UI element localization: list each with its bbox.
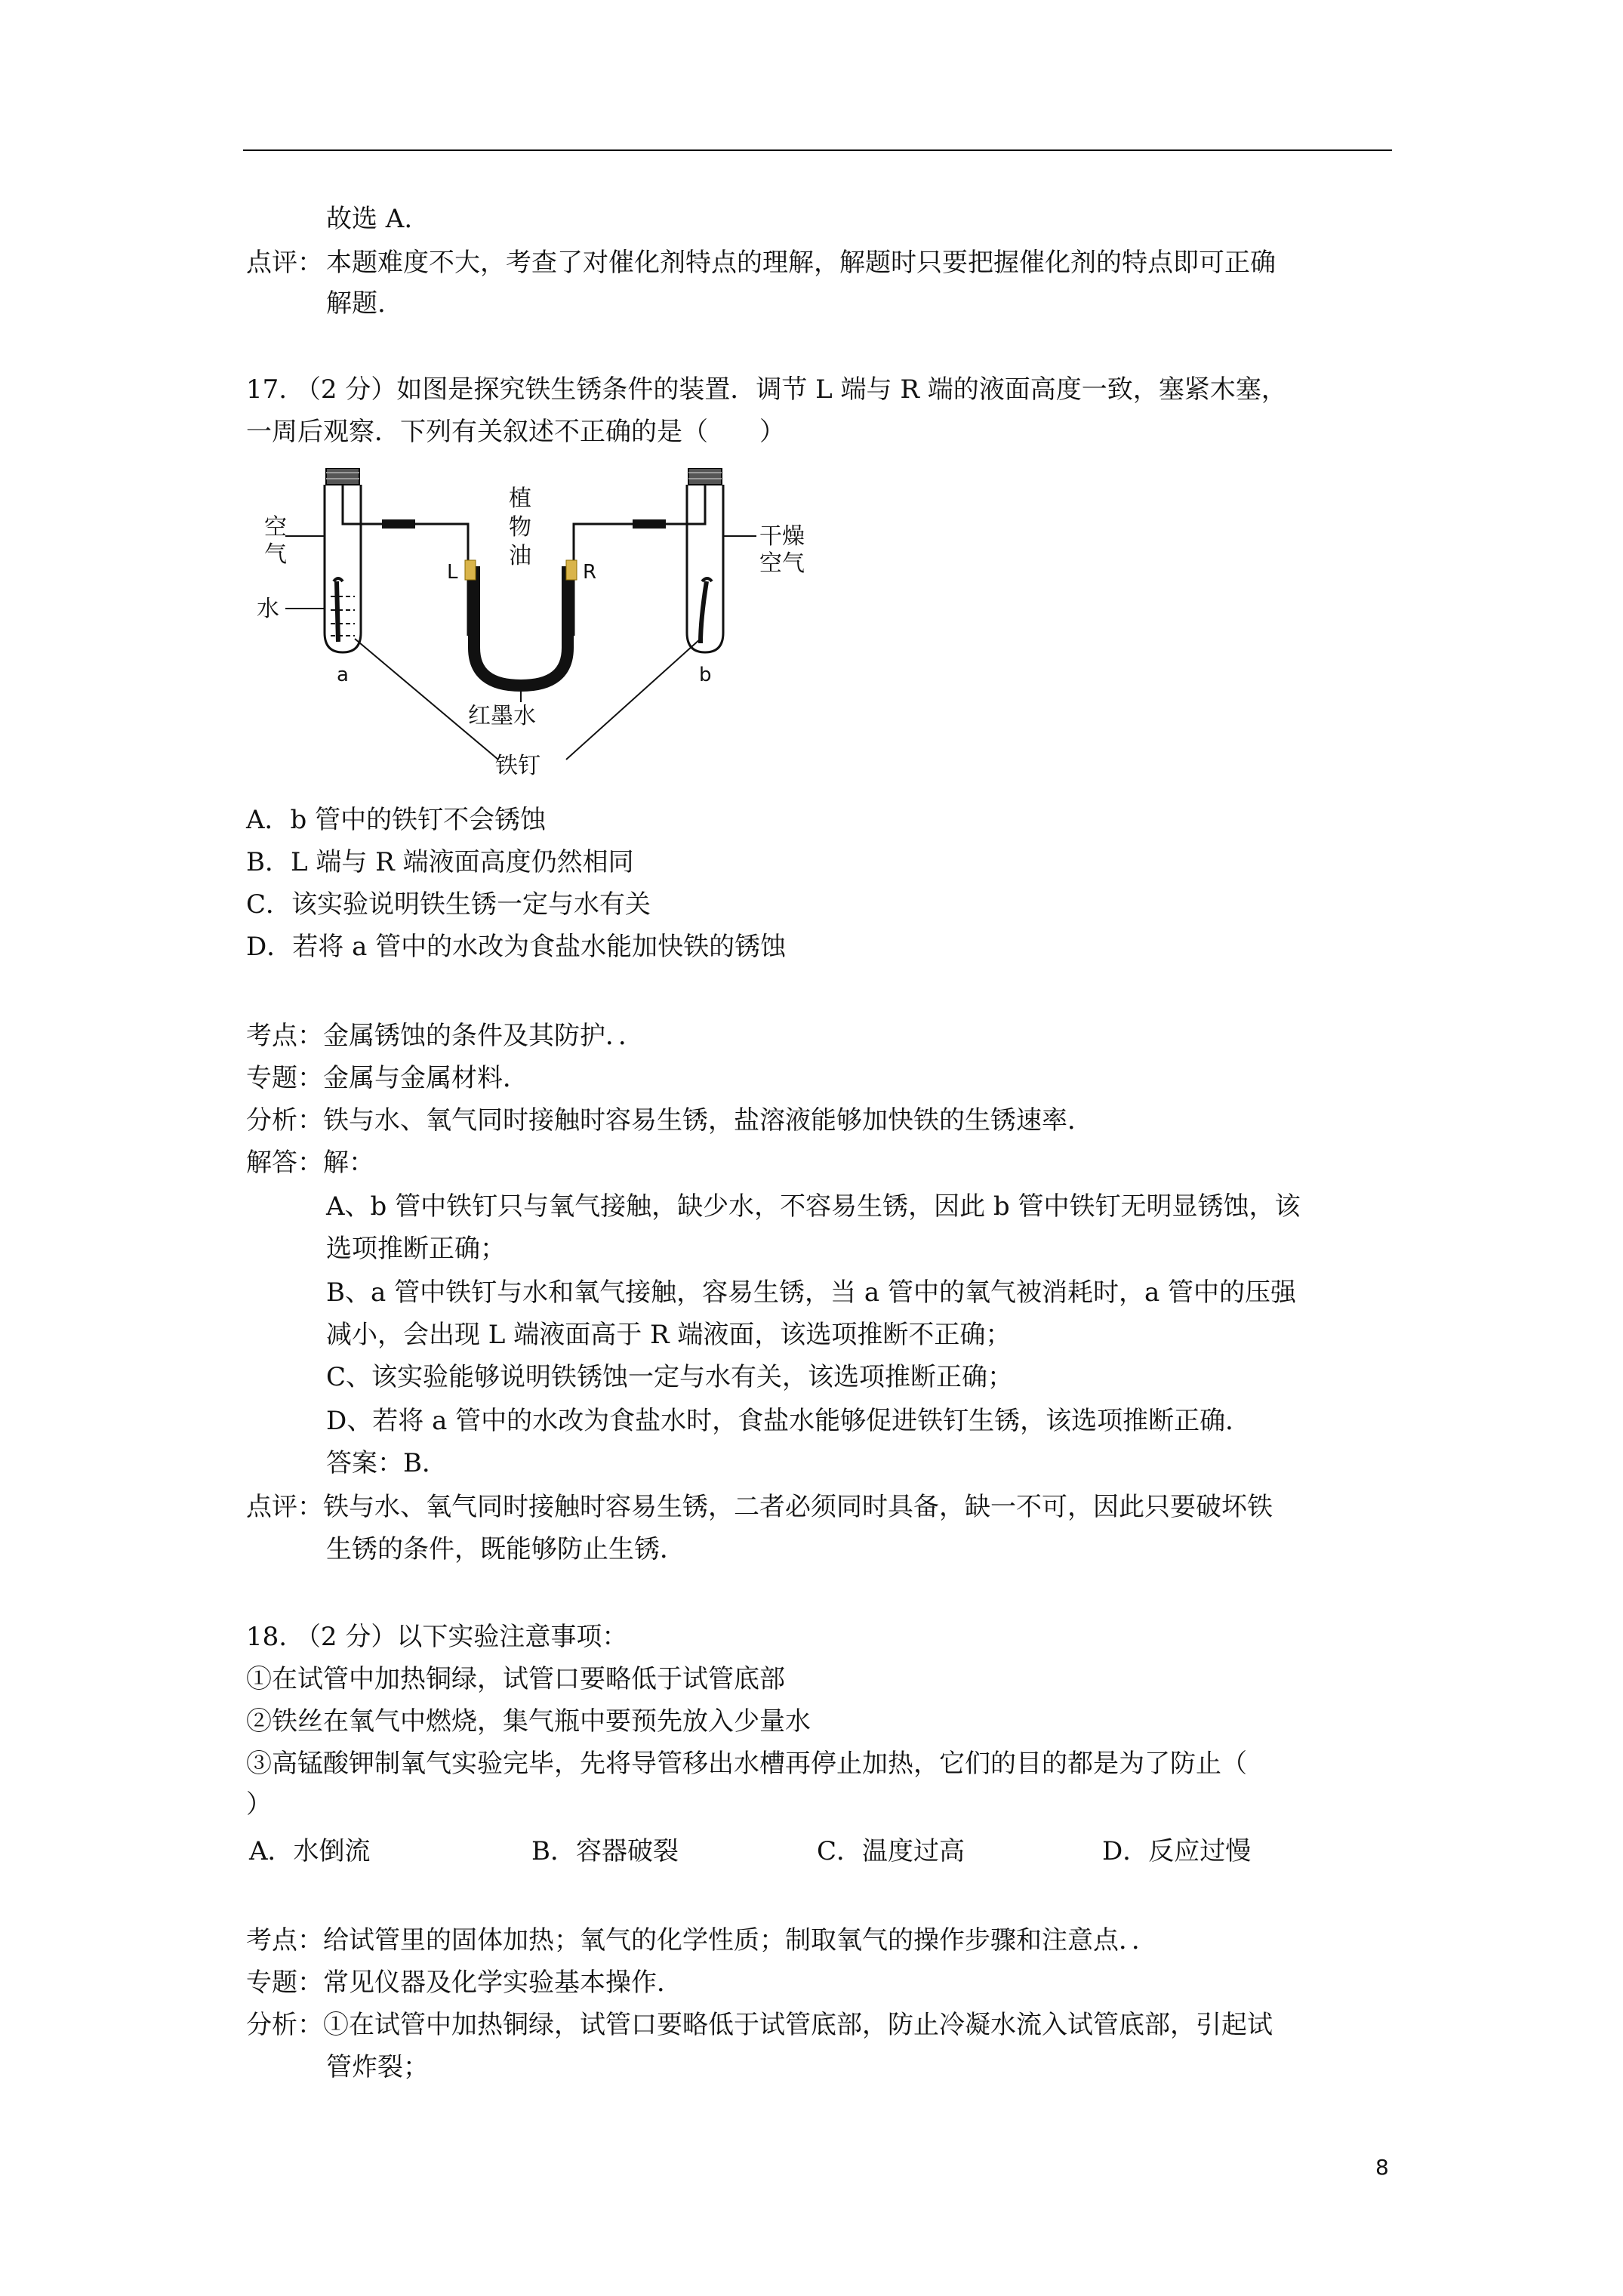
fig-oil-3: 油 [509,543,531,569]
q18-zhuanti: 专题：常见仪器及化学实验基本操作． [246,1968,682,1998]
fig-oil-2: 物 [509,514,531,541]
q17-option-b: B．L 端与 R 端液面高度仍然相同 [246,847,634,877]
q17-option-a: A．b 管中的铁钉不会锈蚀 [246,805,547,835]
q18-fenxi-line1: 分析：①在试管中加热铜绿，试管口要略低于试管底部，防止冷凝水流入试管底部，引起试 [246,2010,1273,2040]
u-tube [465,560,577,702]
q17-stem-line2: 一周后观察．下列有关叙述不正确的是（ ） [246,417,785,447]
q18-item2: ②铁丝在氧气中燃烧，集气瓶中要预先放入少量水 [246,1706,811,1737]
q17-answer: 答案：B． [326,1448,448,1478]
fig-label-L: L [447,561,458,584]
fig-left-gas-1: 空 [264,514,287,541]
q17-answer-b-line1: B、a 管中铁钉与水和氧气接触，容易生锈，当 a 管中的氧气被消耗时，a 管中的压强 [326,1277,1297,1308]
q17-option-c: C．该实验说明铁生锈一定与水有关 [246,889,651,920]
q17-option-d: D．若将 a 管中的水改为食盐水能加快铁的锈蚀 [246,932,787,962]
q18-option-b: B．容器破裂 [531,1836,679,1866]
prev-comment-label: 点评： [246,248,323,278]
q17-zhuanti: 专题：金属与金属材料． [246,1063,528,1093]
prev-comment-line1: 本题难度不大，考查了对催化剂特点的理解，解题时只要把握催化剂的特点即可正确 [326,248,1276,278]
fig-right-gas-2: 空气 [759,550,805,577]
fig-label-a: a [337,664,349,686]
fig-water: 水 [257,596,279,622]
fig-nail: 铁钉 [495,753,540,779]
q18-stem: 18. （2 分）以下实验注意事项： [246,1622,628,1652]
fig-label-R: R [583,561,597,584]
q18-item1: ①在试管中加热铜绿，试管口要略低于试管底部 [246,1664,785,1694]
fig-label-b: b [699,664,712,686]
fig-oil-1: 植 [509,485,531,512]
q18-item3-line2: ） [246,1789,272,1820]
q17-answer-a-line2: 选项推断正确； [326,1234,506,1264]
q17-stem-line1: 17. （2 分）如图是探究铁生锈条件的装置．调节 L 端与 R 端的液面高度一致，塞紧木塞， [246,374,1287,405]
q17-dianping-line1: 点评：铁与水、氧气同时接触时容易生锈，二者必须同时具备，缺一不可，因此只要破坏铁 [246,1492,1273,1522]
q17-dianping-line2: 生锈的条件，既能够防止生锈． [326,1534,685,1564]
q17-fenxi: 分析：铁与水、氧气同时接触时容易生锈，盐溶液能够加快铁的生锈速率． [246,1105,1093,1136]
prev-select-line: 故选 A. [326,204,413,234]
q17-answer-d: D、若将 a 管中的水改为食盐水时，食盐水能够促进铁钉生锈，该选项推断正确． [326,1406,1252,1436]
q18-fenxi-line2: 管炸裂； [326,2052,429,2082]
page-number: 8 [1375,2155,1389,2180]
q17-answer-a-line1: A、b 管中铁钉只与氧气接触，缺少水，不容易生锈，因此 b 管中铁钉无明显锈蚀，该 [326,1191,1301,1222]
q18-option-d: D．反应过慢 [1102,1836,1252,1866]
fig-ink: 红墨水 [468,703,536,729]
q17-kaodian: 考点：金属锈蚀的条件及其防护．． [246,1021,644,1051]
q17-jieda: 解答：解： [246,1148,374,1178]
q18-item3-line1: ③高锰酸钾制氧气实验完毕，先将导管移出水槽再停止加热，它们的目的都是为了防止（ [246,1749,1247,1779]
prev-comment-line2: 解题. [326,288,386,319]
q18-option-a: A．水倒流 [249,1836,371,1866]
q18-kaodian: 考点：给试管里的固体加热；氧气的化学性质；制取氧气的操作步骤和注意点．． [246,1925,1157,1955]
header-rule [243,149,1392,151]
q17-answer-c: C、该实验能够说明铁锈蚀一定与水有关，该选项推断正确； [326,1362,1014,1392]
fig-left-gas-2: 气 [264,541,287,568]
q17-answer-b-line2: 减小，会出现 L 端液面高于 R 端液面，该选项推断不正确； [326,1320,1012,1350]
q18-option-c: C．温度过高 [817,1836,965,1866]
rust-experiment-figure [249,468,815,785]
fig-right-gas-1: 干燥 [759,523,805,550]
